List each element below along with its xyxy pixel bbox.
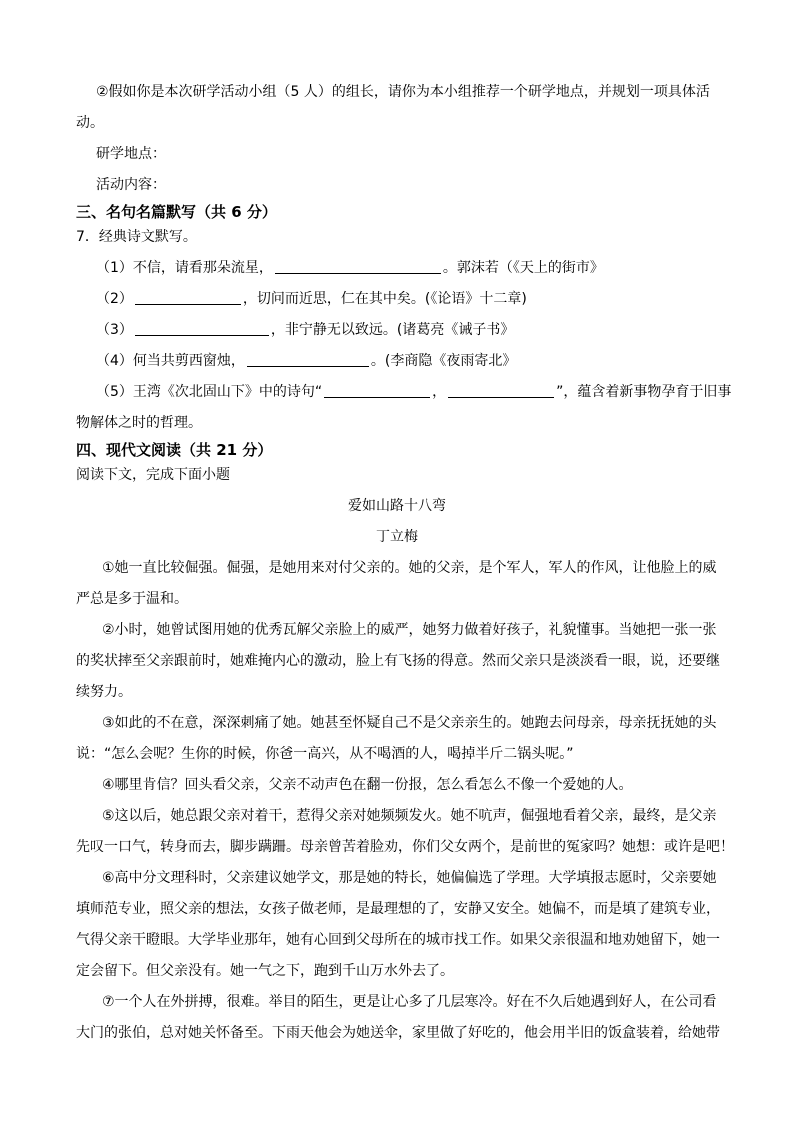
section-4-heading: 四、现代文阅读（共 21 分） <box>76 441 273 459</box>
paragraph-line: 先叹一口气，转身而去，脚步蹒跚。母亲曾苦着脸劝，你们父女两个，是前世的冤家吗？她想：或许是吧！ <box>76 839 734 855</box>
dictation-item-5-post: ”，蕴含着新事物孕育于旧事 <box>556 384 732 400</box>
paragraph-line: 的奖状摔至父亲跟前时，她难掩内心的激动，脸上有飞扬的得意。然而父亲只是淡淡看一眼，说，还要继 <box>76 653 720 669</box>
dictation-item-3-post: ，非宁静无以致远。(诸葛亮《诫子书》 <box>270 322 515 338</box>
reading-instruction: 阅读下文，完成下面小题 <box>76 467 230 483</box>
answer-blank[interactable] <box>275 258 441 274</box>
study-location-label: 研学地点： <box>96 146 166 162</box>
question-6-2-text: ②假如你是本次研学活动小组（5 人）的组长，请你为本小组推荐一个研学地点，并规划一项具体活 <box>96 84 710 100</box>
paragraph-line: 气得父亲干瞪眼。大学毕业那年，她有心回到父母所在的城市找工作。如果父亲很温和地劝她留下，她一 <box>76 932 720 948</box>
dictation-item-1 <box>96 258 604 278</box>
dictation-item-1-post: 。郭沫若（《天上的街市》 <box>442 260 604 276</box>
question-7-title: 7．经典诗文默写。 <box>76 229 197 245</box>
dictation-item-5-cont: 物解体之时的哲理。 <box>76 415 202 431</box>
paragraph-line: 大门的张伯，总对她关怀备至。下雨天他会为她送伞，家里做了好吃的，他会用半旧的饭盒装着，给她带 <box>76 1025 720 1041</box>
paragraph-line: 说：“怎么会呢？生你的时候，你爸一高兴，从不喝酒的人，喝掉半斤二锅头呢。” <box>76 746 574 762</box>
dictation-item-5-mid: ， <box>432 384 447 400</box>
dictation-item-2 <box>96 289 527 309</box>
answer-blank[interactable] <box>135 289 241 305</box>
article-title: 爱如山路十八弯 <box>348 498 446 514</box>
paragraph-line: ③如此的不在意，深深刺痛了她。她甚至怀疑自己不是父亲亲生的。她跑去问母亲，母亲抚抚她的头 <box>102 715 717 731</box>
answer-blank[interactable] <box>135 320 269 336</box>
paragraph-line: ②小时，她曾试图用她的优秀瓦解父亲脸上的威严，她努力做着好孩子，礼貌懂事。当她把一张一张 <box>102 622 717 638</box>
dictation-item-2-post: ，切问而近思，仁在其中矣。(《论语》十二章) <box>242 291 527 307</box>
dictation-item-3-pre: （3） <box>96 322 133 338</box>
dictation-item-4 <box>96 351 516 371</box>
answer-blank[interactable] <box>448 382 554 398</box>
dictation-item-1-pre: （1）不信，请看那朵流星， <box>96 260 273 276</box>
section-3-heading: 三、名句名篇默写（共 6 分） <box>76 203 277 221</box>
question-6-2-text-cont: 动。 <box>76 115 104 131</box>
article-author: 丁立梅 <box>376 529 418 545</box>
dictation-item-4-post: 。(李商隐《夜雨寄北》 <box>370 353 517 369</box>
dictation-item-3 <box>96 320 514 340</box>
activity-content-label: 活动内容： <box>96 177 166 193</box>
answer-blank[interactable] <box>247 351 369 367</box>
dictation-item-2-pre: （2） <box>96 291 133 307</box>
paragraph-line: 定会留下。但父亲没有。她一气之下，跑到千山万水外去了。 <box>76 963 454 979</box>
dictation-item-5-pre: （5）王湾《次北固山下》中的诗句“ <box>96 384 323 400</box>
paragraph-line: 续努力。 <box>76 684 132 700</box>
dictation-item-5 <box>96 382 731 402</box>
paragraph-line: ⑦一个人在外拼搏，很难。举目的陌生，更是让心多了几层寒冷。好在不久后她遇到好人，在公司看 <box>102 994 717 1010</box>
paragraph-line: 严总是多于温和。 <box>76 591 188 607</box>
paragraph-line: 填师范专业，照父亲的想法，女孩子做老师，是最理想的了，安静又安全。她偏不，而是填了建筑专业， <box>76 901 720 917</box>
paragraph-line: ⑤这以后，她总跟父亲对着干，惹得父亲对她频频发火。她不吭声，倔强地看着父亲，最终，是父亲 <box>102 808 717 824</box>
paragraph-line: ①她一直比较倔强。倔强，是她用来对付父亲的。她的父亲，是个军人，军人的作风，让他脸上的威 <box>102 560 717 576</box>
answer-blank[interactable] <box>324 382 430 398</box>
paragraph-line: ④哪里肯信？回头看父亲，父亲不动声色在翻一份报，怎么看怎么不像一个爱她的人。 <box>102 777 633 793</box>
dictation-item-4-pre: （4）何当共剪西窗烛， <box>96 353 245 369</box>
paragraph-line: ⑥高中分文理科时，父亲建议她学文，那是她的特长，她偏偏选了学理。大学填报志愿时，父亲要她 <box>102 870 717 886</box>
